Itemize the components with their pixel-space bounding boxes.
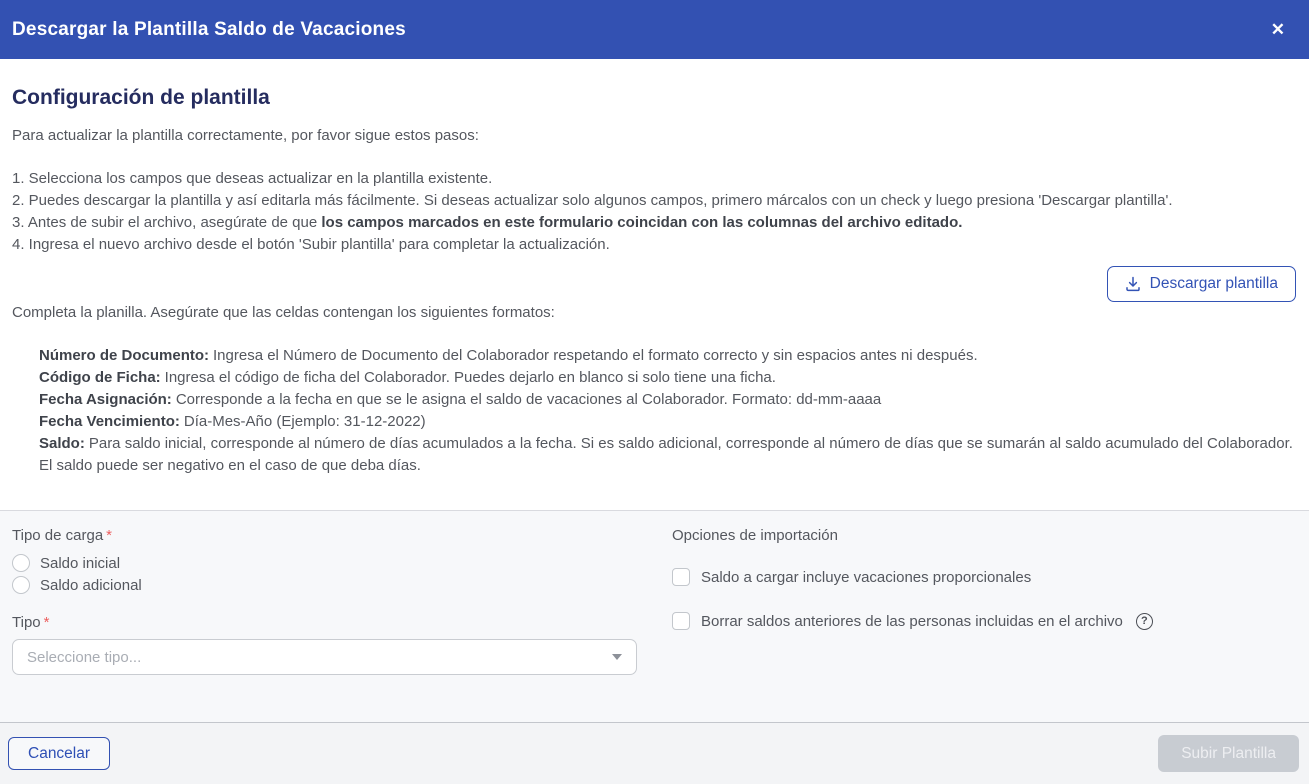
cancel-button[interactable]: Cancelar (8, 737, 110, 770)
modal-footer (0, 722, 1309, 784)
type-select[interactable] (12, 639, 637, 675)
intro-text: Para actualizar la plantilla correctamente, por favor sigue estos pasos: (12, 127, 479, 144)
format-item-vencimiento (39, 411, 1296, 433)
format-item-label: Fecha Vencimiento: (39, 413, 180, 430)
download-button-label: Descargar plantilla (1149, 275, 1278, 292)
form-left-column (12, 527, 637, 722)
format-item-text: Ingresa el código de ficha del Colaborador. Puedes dejarlo en blanco si solo tiene una ficha. (164, 369, 776, 386)
template-config-section (0, 59, 1309, 510)
format-item-text: Día-Mes-Año (Ejemplo: 31-12-2022) (183, 413, 426, 430)
format-list (12, 345, 1296, 477)
form-right-column (672, 527, 1296, 722)
load-type-label: Tipo de carga * (12, 527, 113, 544)
format-item-label: Fecha Asignación: (39, 391, 172, 408)
radio-label: Saldo inicial (40, 554, 121, 572)
step-3-bold: los campos marcados en este formulario coincidan con las columnas del archivo editado. (321, 214, 963, 231)
chevron-down-icon (612, 654, 622, 660)
radio-icon[interactable] (12, 554, 30, 572)
radio-icon[interactable] (12, 576, 30, 594)
section-title: Configuración de plantilla (12, 86, 270, 109)
import-options-label: Opciones de importación (672, 527, 838, 544)
submit-button[interactable]: Subir Plantilla (1158, 735, 1299, 772)
step-1: 1. Selecciona los campos que deseas actualizar en la plantilla existente. (12, 170, 493, 187)
format-item-ficha (39, 367, 1296, 389)
radio-saldo-adicional[interactable] (12, 574, 637, 596)
modal-header (0, 0, 1309, 59)
step-2: 2. Puedes descargar la plantilla y así editarla más fácilmente. Si deseas actualizar solo algunos campos, primero márcalos con un check y luego presiona 'Descargar plantilla'. (12, 192, 1173, 209)
format-item-documento (39, 345, 1296, 367)
format-item-text: Para saldo inicial, corresponde al número de días acumulados a la fecha. Si es saldo adicional, corresponde al número de días que se sumarán al saldo acumulado del Colaborador. El saldo puede ser negativo en el caso de que deba días. (39, 435, 1293, 474)
download-template-button[interactable] (1107, 266, 1296, 302)
help-icon[interactable]: ? (1136, 613, 1153, 630)
format-item-label: Saldo: (39, 435, 85, 452)
checkbox-vacaciones-proporcionales[interactable] (672, 568, 1296, 586)
format-item-label: Código de Ficha: (39, 369, 161, 386)
type-select-placeholder: Seleccione tipo... (27, 648, 142, 666)
required-asterisk: * (43, 614, 50, 631)
modal-title: Descargar la Plantilla Saldo de Vacaciones (12, 18, 406, 40)
radio-label: Saldo adicional (40, 576, 142, 594)
format-intro: Completa la planilla. Asegúrate que las celdas contengan los siguientes formatos: (12, 304, 555, 321)
checkbox-label: Borrar saldos anteriores de las personas incluidas en el archivo (701, 612, 1123, 630)
format-item-text: Ingresa el Número de Documento del Colaborador respetando el formato correcto y sin espacios antes ni después. (213, 347, 978, 364)
checkbox-label: Saldo a cargar incluye vacaciones proporcionales (701, 568, 1032, 586)
download-row (12, 266, 1296, 302)
form-section (0, 510, 1309, 722)
checkbox-icon[interactable] (672, 568, 690, 586)
format-item-asignacion (39, 389, 1296, 411)
step-4: 4. Ingresa el nuevo archivo desde el botón 'Subir plantilla' para completar la actualización. (12, 236, 610, 253)
format-item-saldo (39, 433, 1296, 477)
required-asterisk: * (106, 527, 113, 544)
download-icon (1125, 276, 1141, 292)
format-item-label: Número de Documento: (39, 347, 210, 364)
load-type-radio-group (12, 552, 637, 596)
close-icon[interactable]: ✕ (1265, 17, 1291, 42)
format-item-text: Corresponde a la fecha en que se le asigna el saldo de vacaciones al Colaborador. Formato: dd-mm-aaaa (175, 391, 882, 408)
step-3-text: 3. Antes de subir el archivo, asegúrate de que (12, 214, 322, 231)
radio-saldo-inicial[interactable] (12, 552, 637, 574)
checkbox-borrar-saldos[interactable] (672, 612, 1296, 630)
step-3 (12, 212, 1296, 234)
steps-list (12, 168, 1296, 256)
type-label: Tipo * (12, 614, 50, 631)
checkbox-icon[interactable] (672, 612, 690, 630)
